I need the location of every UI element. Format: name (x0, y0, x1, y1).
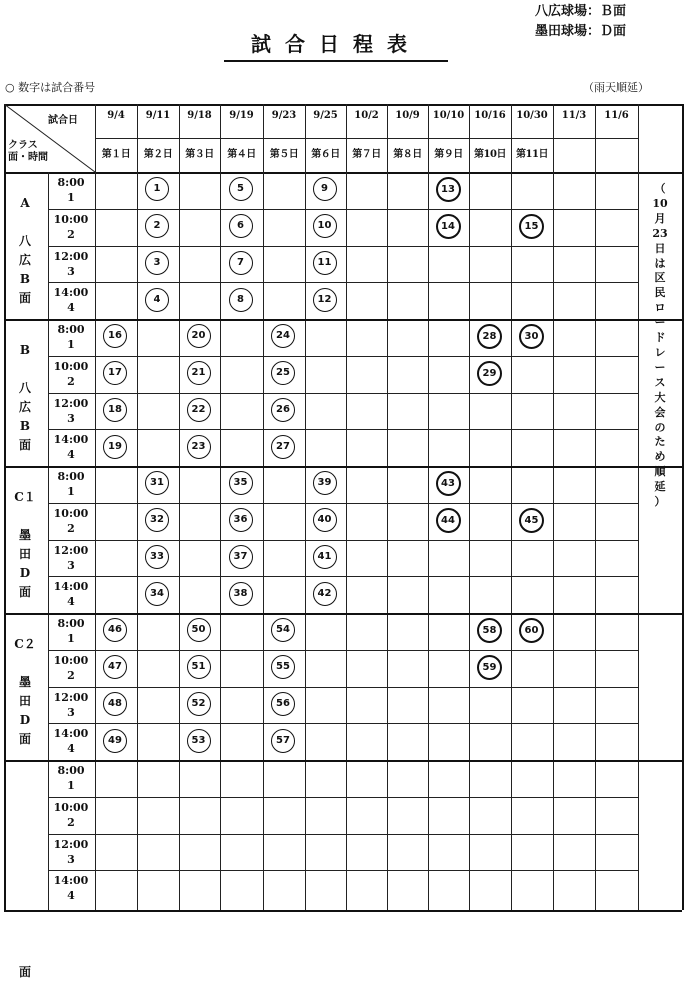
date-label: 11/6 (604, 110, 629, 121)
time-slot: 14:00 4 (53, 727, 89, 756)
time-slot: 10:00 2 (53, 212, 89, 241)
game-number: 28 (477, 324, 502, 349)
game-number: 52 (187, 692, 211, 716)
date-label: 9/19 (229, 110, 254, 121)
game-number: 10 (313, 214, 337, 238)
day-label: 第３日 (185, 149, 214, 160)
game-number: 17 (103, 361, 127, 385)
game-number: 48 (103, 692, 127, 716)
grid-line (4, 319, 682, 321)
game-number: 56 (271, 692, 295, 716)
game-number: 35 (229, 471, 253, 495)
game-number: 18 (103, 398, 127, 422)
class-label: C１ 墨 田 D 面 (14, 490, 36, 599)
grid-line (48, 723, 638, 724)
date-label: 10/30 (516, 110, 548, 121)
class-label: 面 (18, 965, 31, 979)
game-number: 54 (271, 618, 295, 642)
date-label: 9/23 (271, 110, 297, 121)
game-number: 23 (187, 435, 211, 459)
game-number: 37 (229, 545, 253, 569)
grid-line (179, 104, 180, 910)
grid-line (95, 138, 638, 139)
game-number: 36 (229, 508, 253, 532)
game-number: 22 (187, 398, 211, 422)
venue-line: 墨田球場：Ｄ面 (535, 24, 627, 39)
game-number: 46 (103, 618, 127, 642)
game-number: 44 (436, 508, 461, 533)
time-slot: 8:00 1 (57, 323, 85, 351)
game-number: 13 (436, 177, 461, 202)
grid-line (305, 104, 306, 910)
grid-line (4, 466, 682, 468)
page-title: 試合日程表 (224, 28, 448, 62)
game-number: 41 (313, 545, 337, 569)
game-number: 9 (313, 177, 337, 201)
grid-line (511, 104, 512, 910)
grid-line (4, 613, 682, 615)
game-number: 26 (271, 398, 295, 422)
game-number: 51 (187, 655, 211, 679)
game-number: 25 (271, 361, 295, 385)
game-number: 19 (103, 435, 127, 459)
game-number: 32 (145, 508, 169, 532)
grid-line (48, 870, 638, 871)
game-number: 60 (519, 618, 544, 643)
date-label: 10/2 (354, 110, 379, 121)
game-number: 38 (229, 582, 253, 606)
class-label: B 八 広 B 面 (18, 343, 31, 452)
game-number: 47 (103, 655, 127, 679)
time-slot: 14:00 4 (53, 580, 89, 609)
game-number: 40 (313, 508, 337, 532)
date-label: 9/11 (145, 110, 171, 121)
grid-line (469, 104, 470, 910)
game-number: 7 (229, 251, 253, 275)
game-number: 30 (519, 324, 544, 349)
time-slot: 10:00 2 (53, 359, 89, 388)
game-number: 21 (187, 361, 211, 385)
game-number: 14 (436, 214, 461, 239)
game-number: 6 (229, 214, 253, 238)
class-label: C２ 墨 田 D 面 (14, 637, 36, 746)
date-label: 11/3 (561, 110, 587, 121)
game-number: 29 (477, 361, 502, 386)
game-number: 2 (145, 214, 169, 238)
venue-line: 八広球場：Ｂ面 (535, 4, 627, 19)
header-game-day: 試合日 (48, 115, 78, 126)
date-label: 10/9 (395, 110, 420, 121)
time-slot: 14:00 4 (53, 874, 89, 903)
date-label: 9/4 (107, 110, 125, 121)
time-slot: 10:00 2 (53, 653, 89, 682)
grid-line (638, 104, 639, 910)
day-label: 第４日 (227, 149, 256, 160)
rain-note: （雨天順延） (583, 81, 649, 94)
class-label: A 八 広 B 面 (18, 196, 31, 305)
grid-line (4, 104, 6, 910)
day-label: 第10日 (474, 149, 506, 160)
game-number: 43 (436, 471, 461, 496)
grid-line (553, 104, 554, 910)
time-slot: 12:00 3 (53, 837, 89, 866)
game-number: 24 (271, 324, 295, 348)
time-slot: 12:00 3 (53, 249, 89, 278)
game-number: 1 (145, 177, 169, 201)
time-slot: 14:00 4 (53, 286, 89, 315)
time-slot: 8:00 1 (57, 176, 85, 204)
game-number: 45 (519, 508, 544, 533)
grid-line (137, 104, 138, 910)
game-number: 33 (145, 545, 169, 569)
day-label: 第１日 (101, 149, 131, 160)
game-number: 39 (313, 471, 337, 495)
date-label: 10/16 (474, 110, 506, 121)
grid-line (48, 503, 638, 504)
grid-line (48, 246, 638, 247)
grid-line (4, 760, 682, 762)
day-label: 第２日 (143, 149, 173, 160)
grid-line (387, 104, 388, 910)
game-number: 3 (145, 251, 169, 275)
time-slot: 8:00 1 (57, 470, 85, 498)
grid-line (595, 104, 596, 910)
game-number: 57 (271, 729, 295, 753)
game-number: 8 (229, 288, 253, 312)
time-slot: 12:00 3 (53, 396, 89, 425)
venue-list (535, 2, 626, 42)
day-label: 第７日 (352, 149, 381, 160)
game-number: 58 (477, 618, 502, 643)
grid-line (48, 356, 638, 357)
grid-line (428, 104, 429, 910)
date-label: 9/25 (313, 110, 338, 121)
grid-line (48, 282, 638, 283)
game-number: 59 (477, 655, 502, 680)
time-slot: 10:00 2 (53, 506, 89, 535)
day-label: 第５日 (269, 149, 299, 160)
game-number: 31 (145, 471, 169, 495)
time-slot: 12:00 3 (53, 690, 89, 719)
game-number: 27 (271, 435, 295, 459)
game-number: 34 (145, 582, 169, 606)
grid-line (48, 650, 638, 651)
game-number: 16 (103, 324, 127, 348)
game-number: 50 (187, 618, 211, 642)
day-label: 第６日 (311, 149, 340, 160)
grid-line (4, 104, 682, 106)
date-label: 10/10 (432, 110, 465, 121)
grid-line (48, 576, 638, 577)
postponement-note: （ 10 月 23 日 は 区 民 ロ ー ド レ ー ス 大 会 の た め 順 延 ） (652, 182, 668, 509)
grid-line (263, 104, 264, 910)
grid-line (48, 429, 638, 430)
grid-line (48, 797, 638, 798)
time-slot: 10:00 2 (53, 800, 89, 829)
game-number: 49 (103, 729, 127, 753)
game-number: 15 (519, 214, 544, 239)
game-number: 12 (313, 288, 337, 312)
game-number: 4 (145, 288, 169, 312)
legend-note: ○ 数字は試合番号 (5, 81, 96, 94)
grid-line (48, 687, 638, 688)
grid-line (682, 104, 684, 910)
grid-line (95, 104, 96, 910)
game-number: 42 (313, 582, 337, 606)
game-number: 55 (271, 655, 295, 679)
day-label: 第11日 (516, 149, 548, 160)
header-class: クラス 面・時間 (8, 140, 48, 163)
day-label: 第９日 (434, 149, 463, 160)
grid-line (220, 104, 221, 910)
game-number: 11 (313, 251, 337, 275)
grid-line (4, 172, 682, 174)
grid-line (346, 104, 347, 910)
day-label: 第８日 (393, 149, 422, 160)
time-slot: 14:00 4 (53, 433, 89, 462)
grid-line (48, 209, 638, 210)
grid-line (48, 393, 638, 394)
time-slot: 8:00 1 (57, 617, 85, 645)
time-slot: 8:00 1 (57, 764, 85, 792)
game-number: 5 (229, 177, 253, 201)
game-number: 20 (187, 324, 211, 348)
date-label: 9/18 (187, 110, 212, 121)
time-slot: 12:00 3 (53, 543, 89, 572)
game-number: 53 (187, 729, 211, 753)
grid-line (48, 540, 638, 541)
grid-line (48, 834, 638, 835)
